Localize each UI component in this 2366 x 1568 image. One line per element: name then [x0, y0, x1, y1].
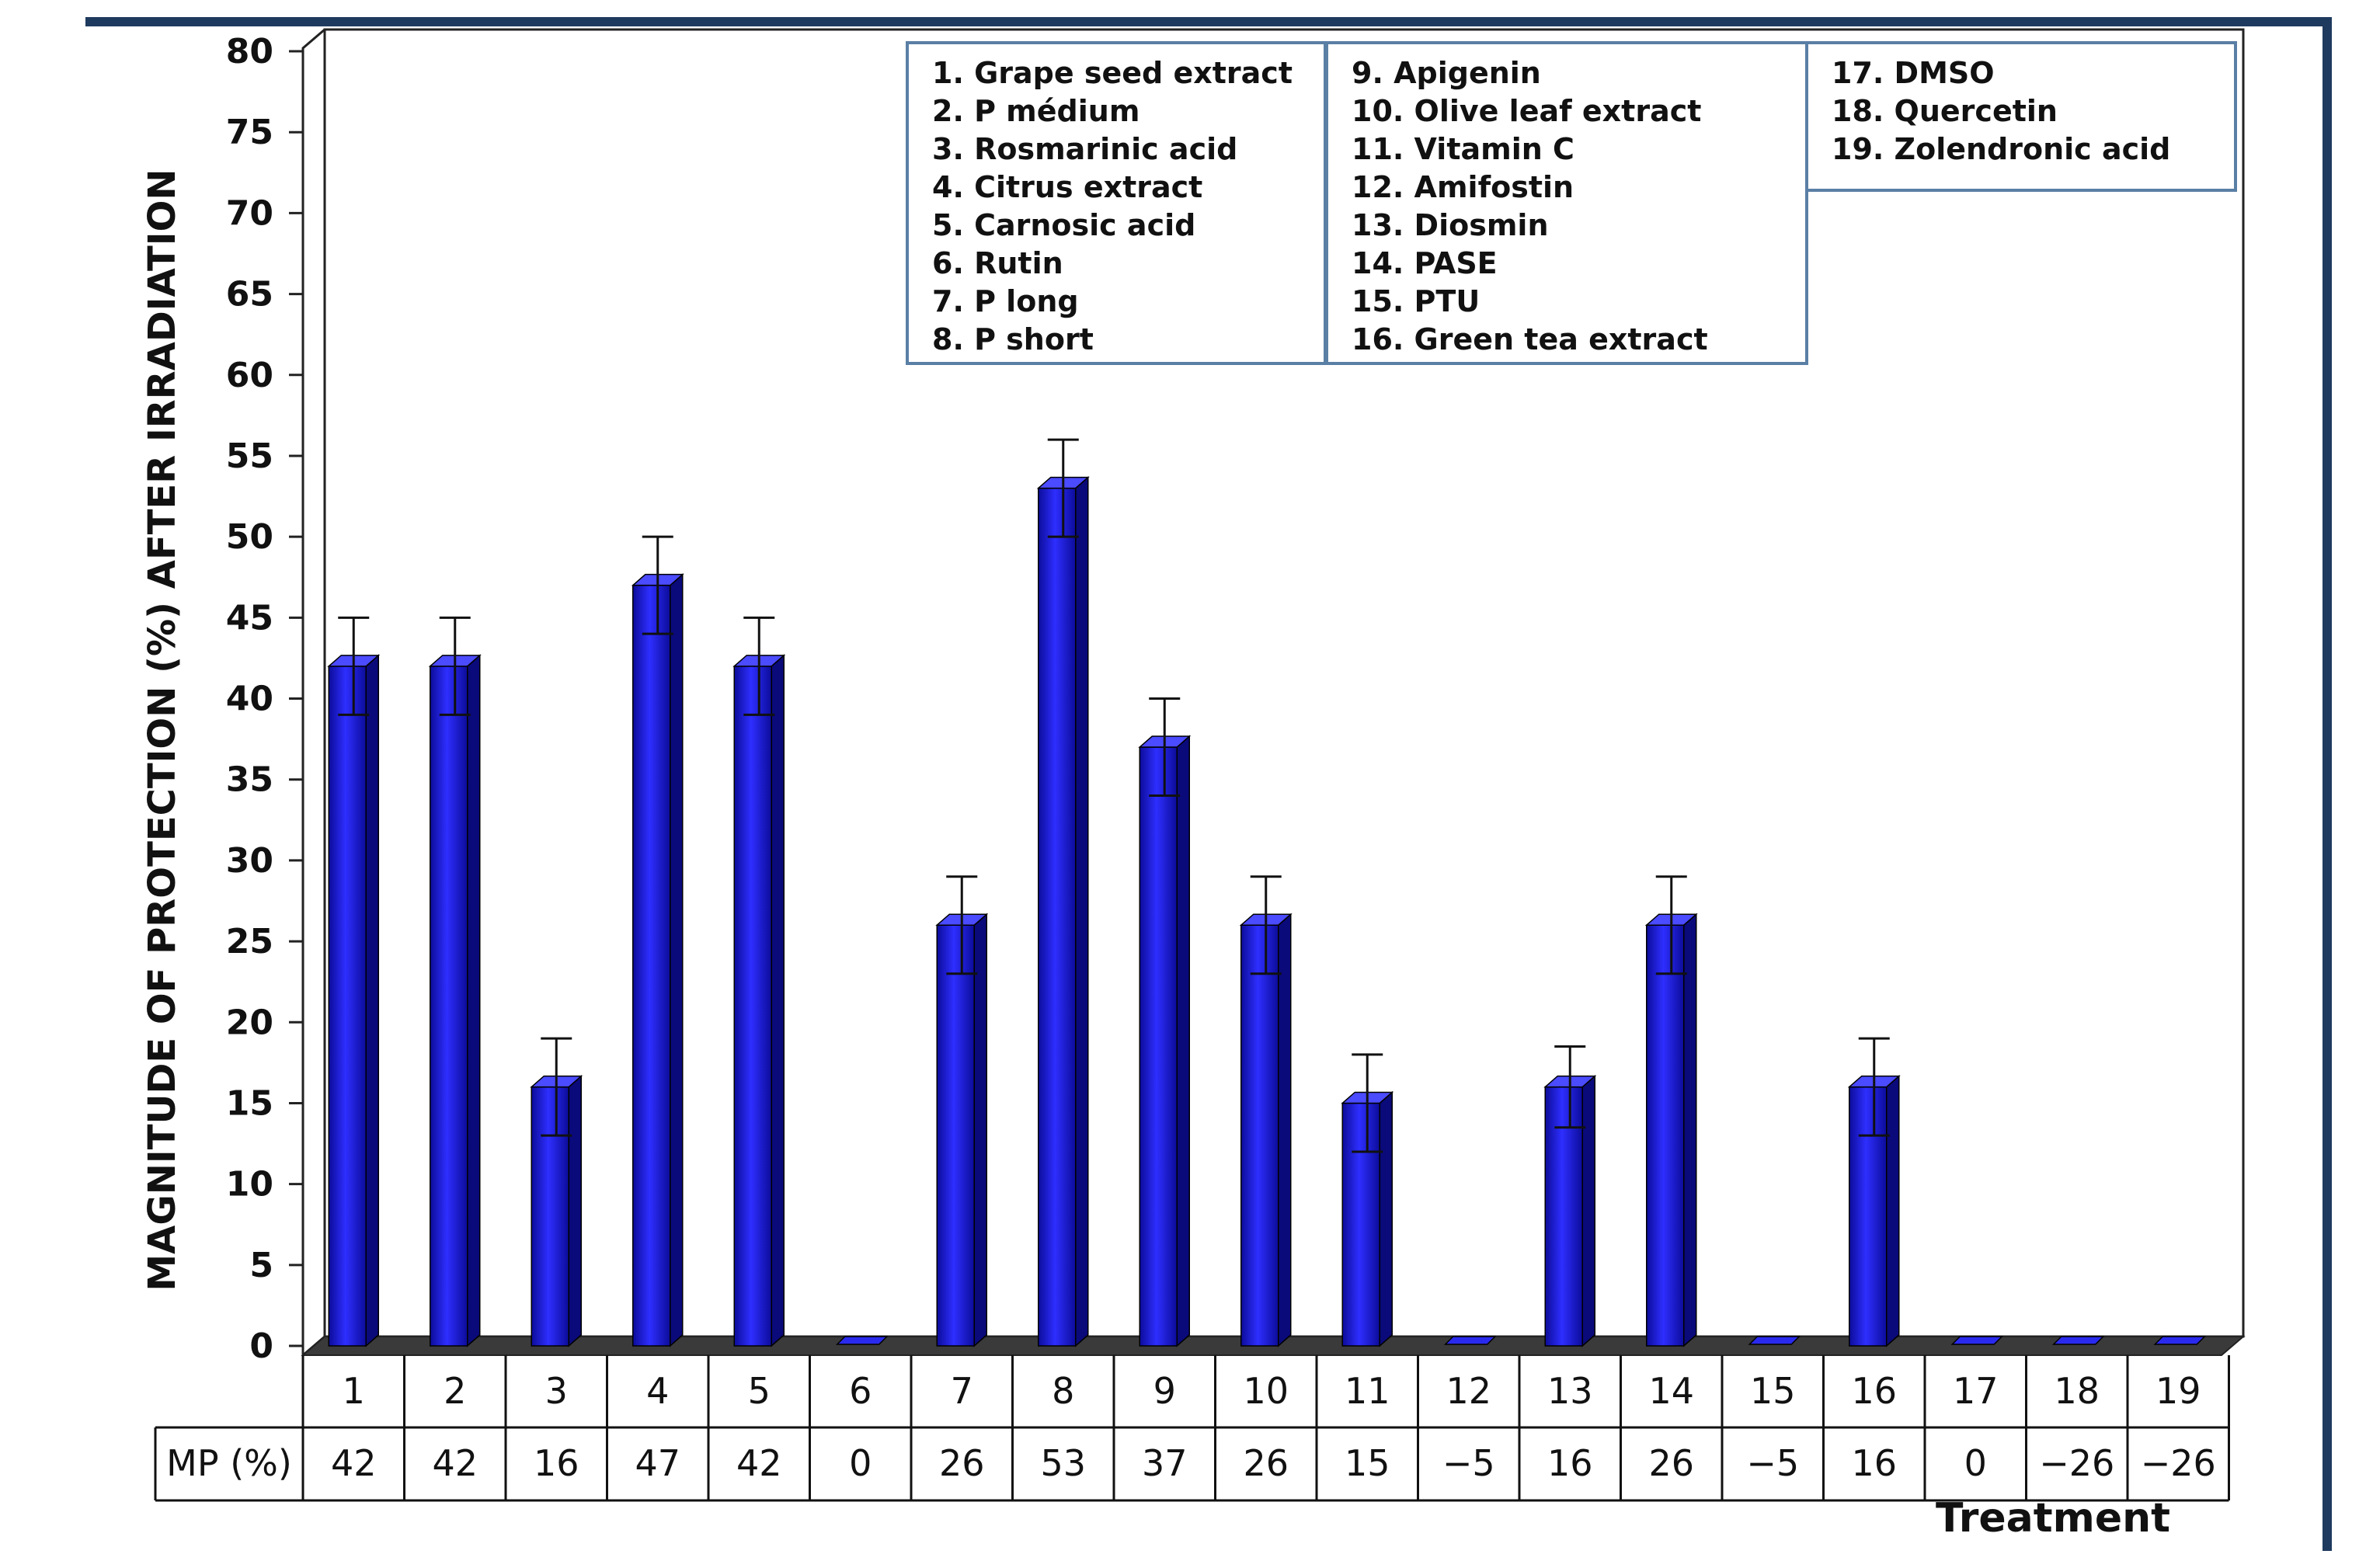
- table-value: −26: [2140, 1442, 2216, 1484]
- y-tick-label: 60: [225, 355, 273, 395]
- legend-entry: 18. Quercetin: [1832, 94, 2058, 128]
- table-value: −26: [2039, 1442, 2115, 1484]
- legend-entry: 9. Apigenin: [1352, 56, 1541, 90]
- x-tick-label: 11: [1344, 1370, 1390, 1412]
- bar: [1241, 925, 1279, 1346]
- x-tick-label: 2: [444, 1370, 467, 1412]
- x-tick-label: 8: [1052, 1370, 1075, 1412]
- legend-entry: 7. P long: [932, 284, 1079, 318]
- bar: [1849, 1087, 1887, 1346]
- bar-side: [569, 1076, 581, 1346]
- bar: [734, 666, 771, 1346]
- y-tick-label: 55: [225, 436, 273, 476]
- table-row-label: MP (%): [166, 1442, 292, 1484]
- bar-side: [1887, 1076, 1899, 1346]
- y-tick-label: 20: [225, 1003, 273, 1043]
- y-tick-label: 35: [225, 760, 273, 800]
- bar-floor-marker: [1446, 1337, 1495, 1344]
- table-value: −5: [1442, 1442, 1495, 1484]
- legend-entry: 11. Vitamin C: [1352, 132, 1574, 166]
- bar-side: [670, 575, 683, 1346]
- bar-side: [1582, 1076, 1595, 1346]
- data-table: [155, 1355, 2229, 1500]
- bar-side: [468, 655, 480, 1346]
- x-tick-label: 7: [950, 1370, 973, 1412]
- bar-side: [1076, 478, 1088, 1346]
- y-tick-label: 45: [225, 598, 273, 638]
- bar: [1545, 1087, 1582, 1346]
- table-value: 16: [1547, 1442, 1593, 1484]
- table-value: 42: [432, 1442, 478, 1484]
- table-value: 0: [1964, 1442, 1987, 1484]
- y-tick-label: 75: [225, 113, 273, 153]
- table-value: 42: [736, 1442, 782, 1484]
- bar-side: [1684, 914, 1696, 1346]
- legend-entry: 12. Amifostin: [1352, 170, 1574, 204]
- legend-entry: 3. Rosmarinic acid: [932, 132, 1238, 166]
- y-tick-label: 10: [225, 1164, 273, 1205]
- x-axis-label: Treatment: [1936, 1495, 2170, 1542]
- right-frame-border: [2323, 17, 2332, 1551]
- bar-floor-marker: [2054, 1337, 2103, 1344]
- legend-entry: 4. Citrus extract: [932, 170, 1203, 204]
- x-tick-label: 12: [1446, 1370, 1492, 1412]
- bar: [1140, 747, 1177, 1346]
- legend-entry: 16. Green tea extract: [1352, 322, 1708, 356]
- legend-entry: 5. Carnosic acid: [932, 208, 1196, 242]
- y-tick-label: 65: [225, 274, 273, 315]
- table-value: 53: [1040, 1442, 1087, 1484]
- plot-left-wall: [303, 30, 325, 1355]
- table-value: 37: [1141, 1442, 1188, 1484]
- bar: [329, 666, 366, 1346]
- legend-entry: 8. P short: [932, 322, 1094, 356]
- legend-entry: 10. Olive leaf extract: [1352, 94, 1702, 128]
- bar-side: [366, 655, 378, 1346]
- bar-side: [1177, 736, 1189, 1346]
- y-tick-label: 0: [249, 1326, 273, 1366]
- y-tick-label: 25: [225, 922, 273, 962]
- bar-floor-marker: [837, 1337, 887, 1344]
- y-tick-label: 80: [225, 32, 273, 71]
- x-tick-label: 10: [1243, 1370, 1289, 1412]
- bar: [430, 666, 468, 1346]
- bar: [1342, 1103, 1380, 1346]
- x-tick-label: 3: [545, 1370, 568, 1412]
- y-tick-label: 40: [225, 679, 273, 719]
- y-axis: [226, 32, 303, 1366]
- bar-floor-marker: [2155, 1337, 2204, 1344]
- table-value: 47: [635, 1442, 681, 1484]
- table-value: 16: [1851, 1442, 1898, 1484]
- x-tick-label: 6: [849, 1370, 872, 1412]
- x-tick-label: 5: [747, 1370, 771, 1412]
- top-frame-border: [85, 17, 2330, 26]
- legend-entry: 17. DMSO: [1832, 56, 1995, 90]
- table-value: 16: [533, 1442, 579, 1484]
- table-value: 26: [938, 1442, 985, 1484]
- bar: [937, 925, 974, 1346]
- bar: [1647, 925, 1684, 1346]
- x-tick-label: 17: [1952, 1370, 1999, 1412]
- bar: [633, 586, 670, 1346]
- table-value: 0: [849, 1442, 872, 1484]
- x-tick-label: 19: [2155, 1370, 2201, 1412]
- table-value: 15: [1344, 1442, 1390, 1484]
- y-tick-label: 70: [225, 193, 273, 234]
- bar: [531, 1087, 569, 1346]
- bar-floor-marker: [1749, 1337, 1799, 1344]
- bar: [1039, 488, 1076, 1346]
- bar-side: [1279, 914, 1291, 1346]
- bar-side: [974, 914, 986, 1346]
- table-value: 42: [330, 1442, 377, 1484]
- y-axis-label: MAGNITUDE OF PROTECTION (%) AFTER IRRADIATION: [141, 169, 184, 1292]
- x-tick-label: 4: [646, 1370, 670, 1412]
- y-tick-label: 30: [225, 840, 273, 881]
- x-tick-label: 14: [1648, 1370, 1695, 1412]
- x-tick-label: 1: [342, 1370, 365, 1412]
- legend-entry: 19. Zolendronic acid: [1832, 132, 2171, 166]
- legend-entry: 14. PASE: [1352, 246, 1498, 280]
- x-tick-label: 9: [1153, 1370, 1176, 1412]
- bar-side: [1380, 1092, 1392, 1346]
- bar-floor-marker: [1952, 1337, 2002, 1344]
- legend-entry: 13. Diosmin: [1352, 208, 1549, 242]
- x-tick-label: 13: [1547, 1370, 1593, 1412]
- table-value: 26: [1648, 1442, 1695, 1484]
- legend-entry: 2. P médium: [932, 94, 1140, 128]
- x-tick-label: 16: [1851, 1370, 1898, 1412]
- y-tick-label: 15: [225, 1083, 273, 1124]
- table-value: 26: [1243, 1442, 1289, 1484]
- legend-entry: 15. PTU: [1352, 284, 1480, 318]
- legend-entry: 1. Grape seed extract: [932, 56, 1293, 90]
- y-tick-label: 5: [249, 1245, 273, 1285]
- x-tick-label: 15: [1749, 1370, 1796, 1412]
- bar-side: [771, 655, 784, 1346]
- legend-entry: 6. Rutin: [932, 246, 1063, 280]
- x-tick-label: 18: [2054, 1370, 2100, 1412]
- table-value: −5: [1746, 1442, 1800, 1484]
- y-tick-label: 50: [225, 517, 273, 558]
